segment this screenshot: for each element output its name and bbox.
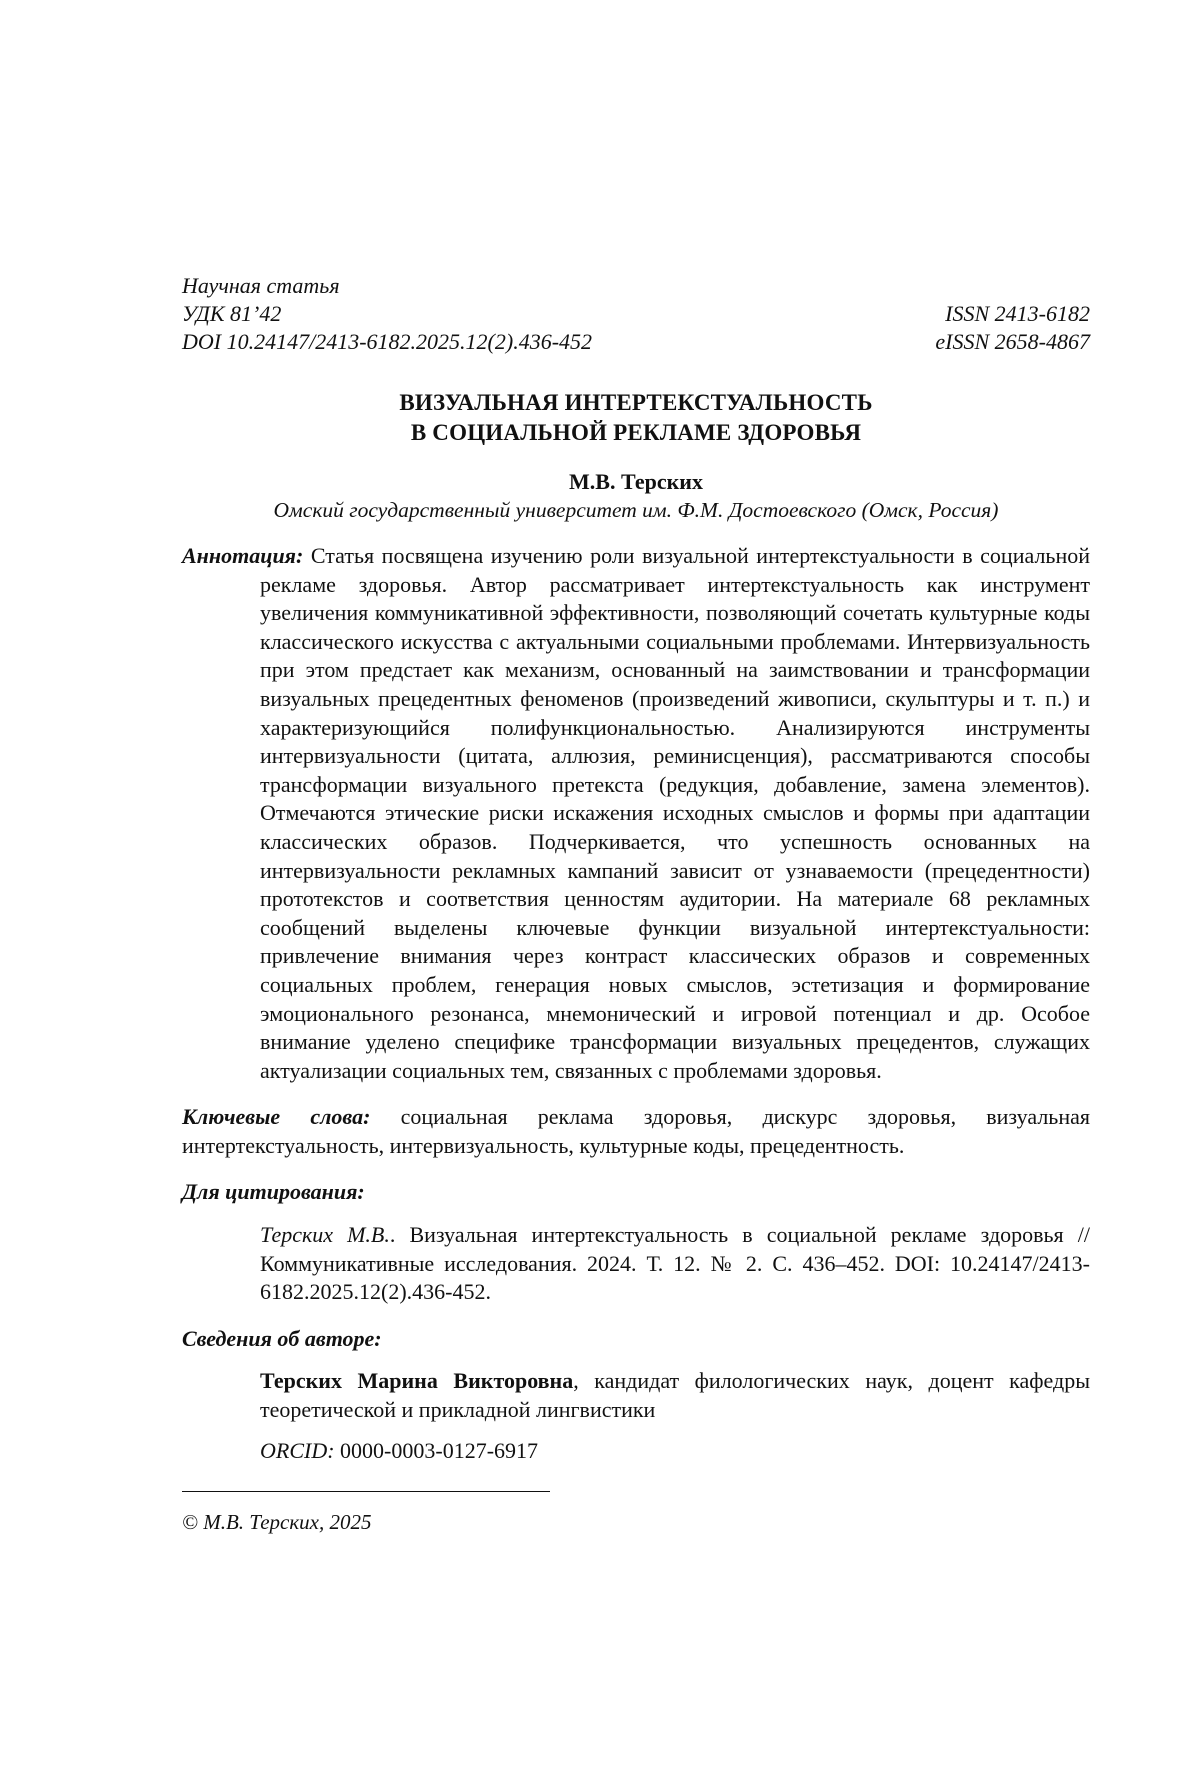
author-full-name: Терских Марина Викторовна xyxy=(260,1368,574,1394)
article-first-page xyxy=(182,272,1090,1536)
author-info-block xyxy=(182,1367,1090,1424)
orcid-label: ORCID: xyxy=(260,1437,335,1463)
doi-eissn-line xyxy=(182,328,1090,356)
keywords-label: Ключевые слова: xyxy=(182,1104,371,1130)
orcid-value: 0000-0003-0127-6917 xyxy=(334,1437,539,1463)
abstract xyxy=(182,542,1090,1085)
author-affiliation: Омский государственный университет им. Ф.М. Достоевского (Омск, Россия) xyxy=(273,498,999,522)
orcid-block xyxy=(182,1437,1090,1466)
citation-text-block xyxy=(182,1221,1090,1307)
citation-section xyxy=(182,1178,1090,1306)
doi: DOI 10.24147/2413-6182.2025.12(2).436-452 xyxy=(182,329,593,354)
footnote-divider xyxy=(182,1491,550,1492)
citation-label: Для цитирования: xyxy=(182,1179,365,1205)
article-type-line xyxy=(182,272,1090,300)
udk-code: УДК 81’42 xyxy=(182,301,282,326)
article-title-line-2: В СОЦИАЛЬНОЙ РЕКЛАМЕ ЗДОРОВЬЯ xyxy=(410,420,862,445)
eissn: eISSN 2658-4867 xyxy=(935,329,1090,354)
article-title xyxy=(182,388,1090,448)
author-info-section xyxy=(182,1325,1090,1465)
issn: ISSN 2413-6182 xyxy=(945,301,1090,326)
udk-issn-line xyxy=(182,300,1090,328)
keywords-text: социальная реклама здоровья, дискурс здоровья, визуальная интертекстуальность, интервизуальность, культурные коды, прецедентность. xyxy=(182,1104,1091,1158)
abstract-text: Статья посвящена изучению роли визуальной интертекстуальности в социальной рекламе здоровья. Автор рассматривает интертекстуальность как инструмент увеличения коммуникативной эффективности, позволяющий сочетать культурные коды классического искусства с актуальными социальными проблемами. Интервизуальность при этом предстает как механизм, основанный на заимствовании и трансформации визуальных прецедентных феноменов (произведений живописи, скульптуры и т. п.) и характеризующийся полифункциональностью. Анализируются инструменты интервизуальности (цитата, аллюзия, реминисценция), рассматриваются способы трансформации визуального претекста (редукция, добавление, замена элементов). Отмечаются этические риски искажения исходных смыслов и формы при адаптации классических образов. Подчеркивается, что успешность основанных на интервизуальности рекламных кампаний зависит от узнаваемости (прецедентности) прототекстов и соответствия ценностям аудитории. На материале 68 рекламных сообщений выделены ключевые функции визуальной интертекстуальности: привлечение внимания через контраст классических образов и современных социальных проблем, генерация новых смыслов, эстетизация и формирование эмоционального резонанса, мнемонический и игровой потенциал и др. Особое внимание уделено специфике трансформации визуальных прецедентов, служащих актуализации социальных тем, связанных с проблемами здоровья. xyxy=(260,543,1090,1083)
article-title-line-1: ВИЗУАЛЬНАЯ ИНТЕРТЕКСТУАЛЬНОСТЬ xyxy=(399,390,873,415)
citation-author: Терских М.В. xyxy=(260,1222,390,1248)
citation-text: . Визуальная интертекстуальность в социальной рекламе здоровья // Коммуникативные исследования. 2024. Т. 12. № 2. С. 436–452. DOI: 10.24147/2413-6182.2025.12(2).436-452. xyxy=(260,1222,1090,1305)
keywords xyxy=(182,1103,1090,1160)
author-name: М.В. Терских xyxy=(569,469,703,494)
author-position: , кандидат филологических наук, доцент кафедры теоретической и прикладной лингвистики xyxy=(260,1368,1090,1423)
abstract-label: Аннотация: xyxy=(182,543,304,568)
author-info-label: Сведения об авторе: xyxy=(182,1325,382,1351)
copyright: © М.В. Терских, 2025 xyxy=(182,1510,372,1535)
article-type: Научная статья xyxy=(182,273,340,298)
